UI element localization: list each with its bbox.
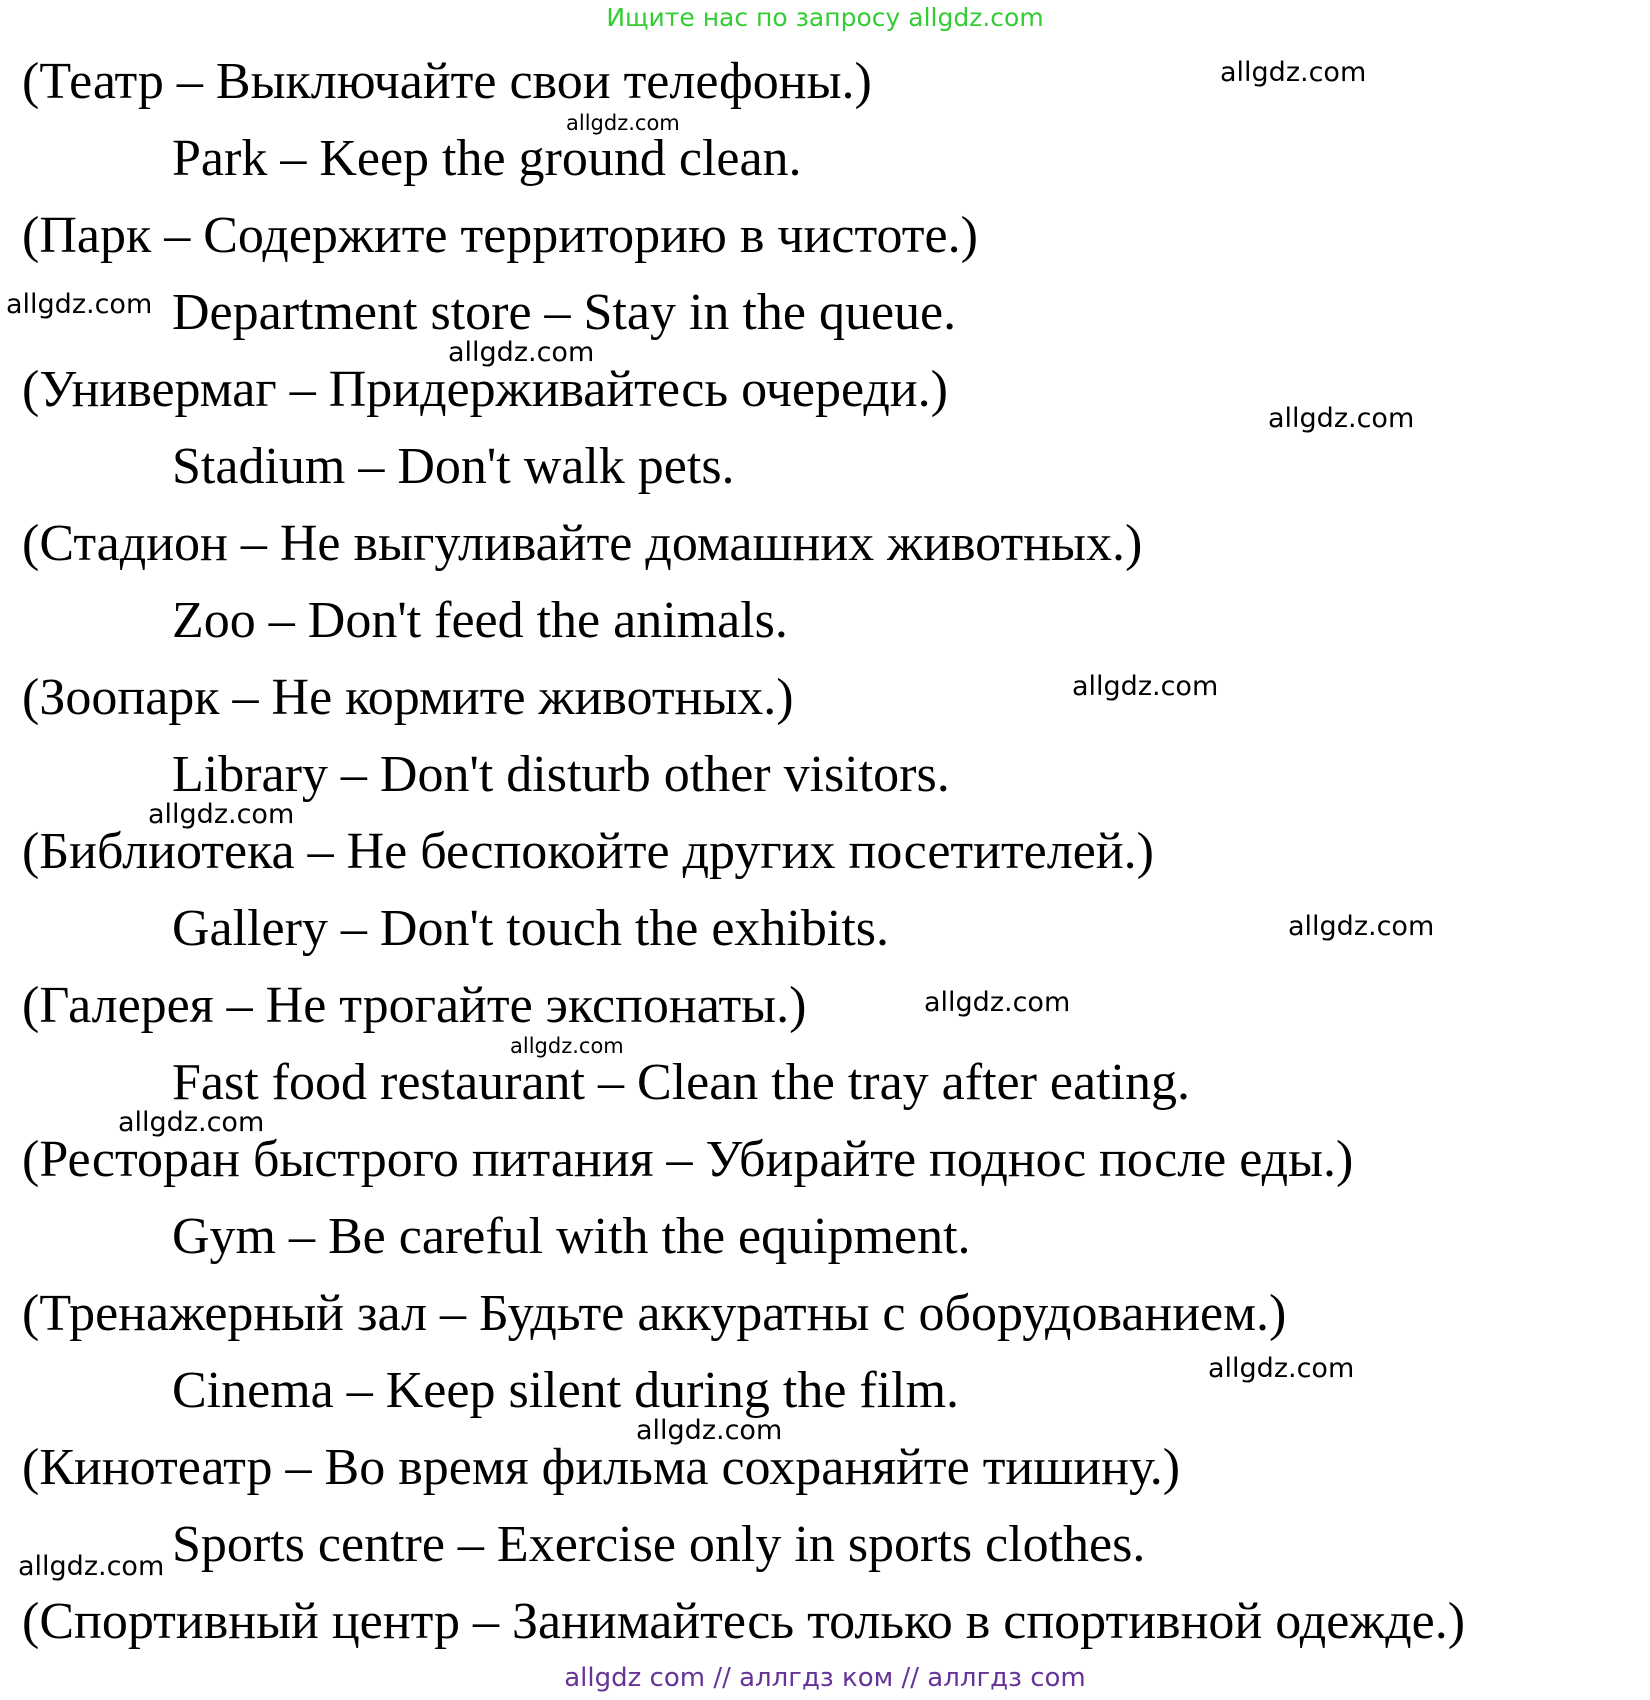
rule-cinema: Cinema – Keep silent during the film. xyxy=(172,1362,960,1419)
rule-translation-theatre: (Театр – Выключайте свои телефоны.) xyxy=(22,53,872,110)
watermark: allgdz.com xyxy=(566,111,680,135)
watermark: allgdz.com xyxy=(1072,671,1219,702)
rule-gym: Gym – Be careful with the equipment. xyxy=(172,1208,971,1265)
rule-translation-cinema: (Кинотеатр – Во время фильма сохраняйте тишину.) xyxy=(22,1439,1181,1496)
rule-translation-gym: (Тренажерный зал – Будьте аккуратны с оборудованием.) xyxy=(22,1285,1287,1342)
watermark: allgdz.com xyxy=(924,987,1071,1018)
rule-translation-zoo: (Зоопарк – Не кормите животных.) xyxy=(22,669,794,726)
rule-zoo: Zoo – Don't feed the animals. xyxy=(172,592,788,649)
watermark: allgdz.com xyxy=(148,799,295,830)
rule-library: Library – Don't disturb other visitors. xyxy=(172,746,950,803)
rule-stadium: Stadium – Don't walk pets. xyxy=(172,438,735,495)
watermark: allgdz.com xyxy=(510,1034,624,1058)
watermark: allgdz.com xyxy=(636,1415,783,1446)
rule-department-store: Department store – Stay in the queue. xyxy=(172,284,957,341)
rule-sports-centre: Sports centre – Exercise only in sports clothes. xyxy=(172,1516,1146,1573)
site-banner-top: Ищите нас по запросу allgdz.com xyxy=(606,3,1044,32)
watermark: allgdz.com xyxy=(6,289,153,320)
watermark: allgdz.com xyxy=(448,337,595,368)
watermark: allgdz.com xyxy=(18,1551,165,1582)
rule-fast-food-restaurant: Fast food restaurant – Clean the tray after eating. xyxy=(172,1054,1190,1111)
rule-gallery: Gallery – Don't touch the exhibits. xyxy=(172,900,890,957)
watermark: allgdz.com xyxy=(1268,403,1415,434)
rule-translation-gallery: (Галерея – Не трогайте экспонаты.) xyxy=(22,977,807,1034)
rule-translation-stadium: (Стадион – Не выгуливайте домашних животных.) xyxy=(22,515,1143,572)
rule-translation-fast-food-restaurant: (Ресторан быстрого питания – Убирайте поднос после еды.) xyxy=(22,1131,1354,1188)
watermark: allgdz.com xyxy=(1288,911,1435,942)
rule-translation-sports-centre: (Спортивный центр – Занимайтесь только в спортивной одежде.) xyxy=(22,1593,1466,1650)
rule-translation-library: (Библиотека – Не беспокойте других посетителей.) xyxy=(22,823,1154,880)
rule-translation-park: (Парк – Содержите территорию в чистоте.) xyxy=(22,207,978,264)
watermark: allgdz.com xyxy=(1208,1353,1355,1384)
watermark: allgdz.com xyxy=(1220,57,1367,88)
watermark: allgdz.com xyxy=(118,1107,265,1138)
site-banner-bottom: allgdz com // аллгдз ком // аллгдз com xyxy=(564,1663,1086,1693)
rule-park: Park – Keep the ground clean. xyxy=(172,130,802,187)
rule-translation-department-store: (Универмаг – Придерживайтесь очереди.) xyxy=(22,361,948,418)
